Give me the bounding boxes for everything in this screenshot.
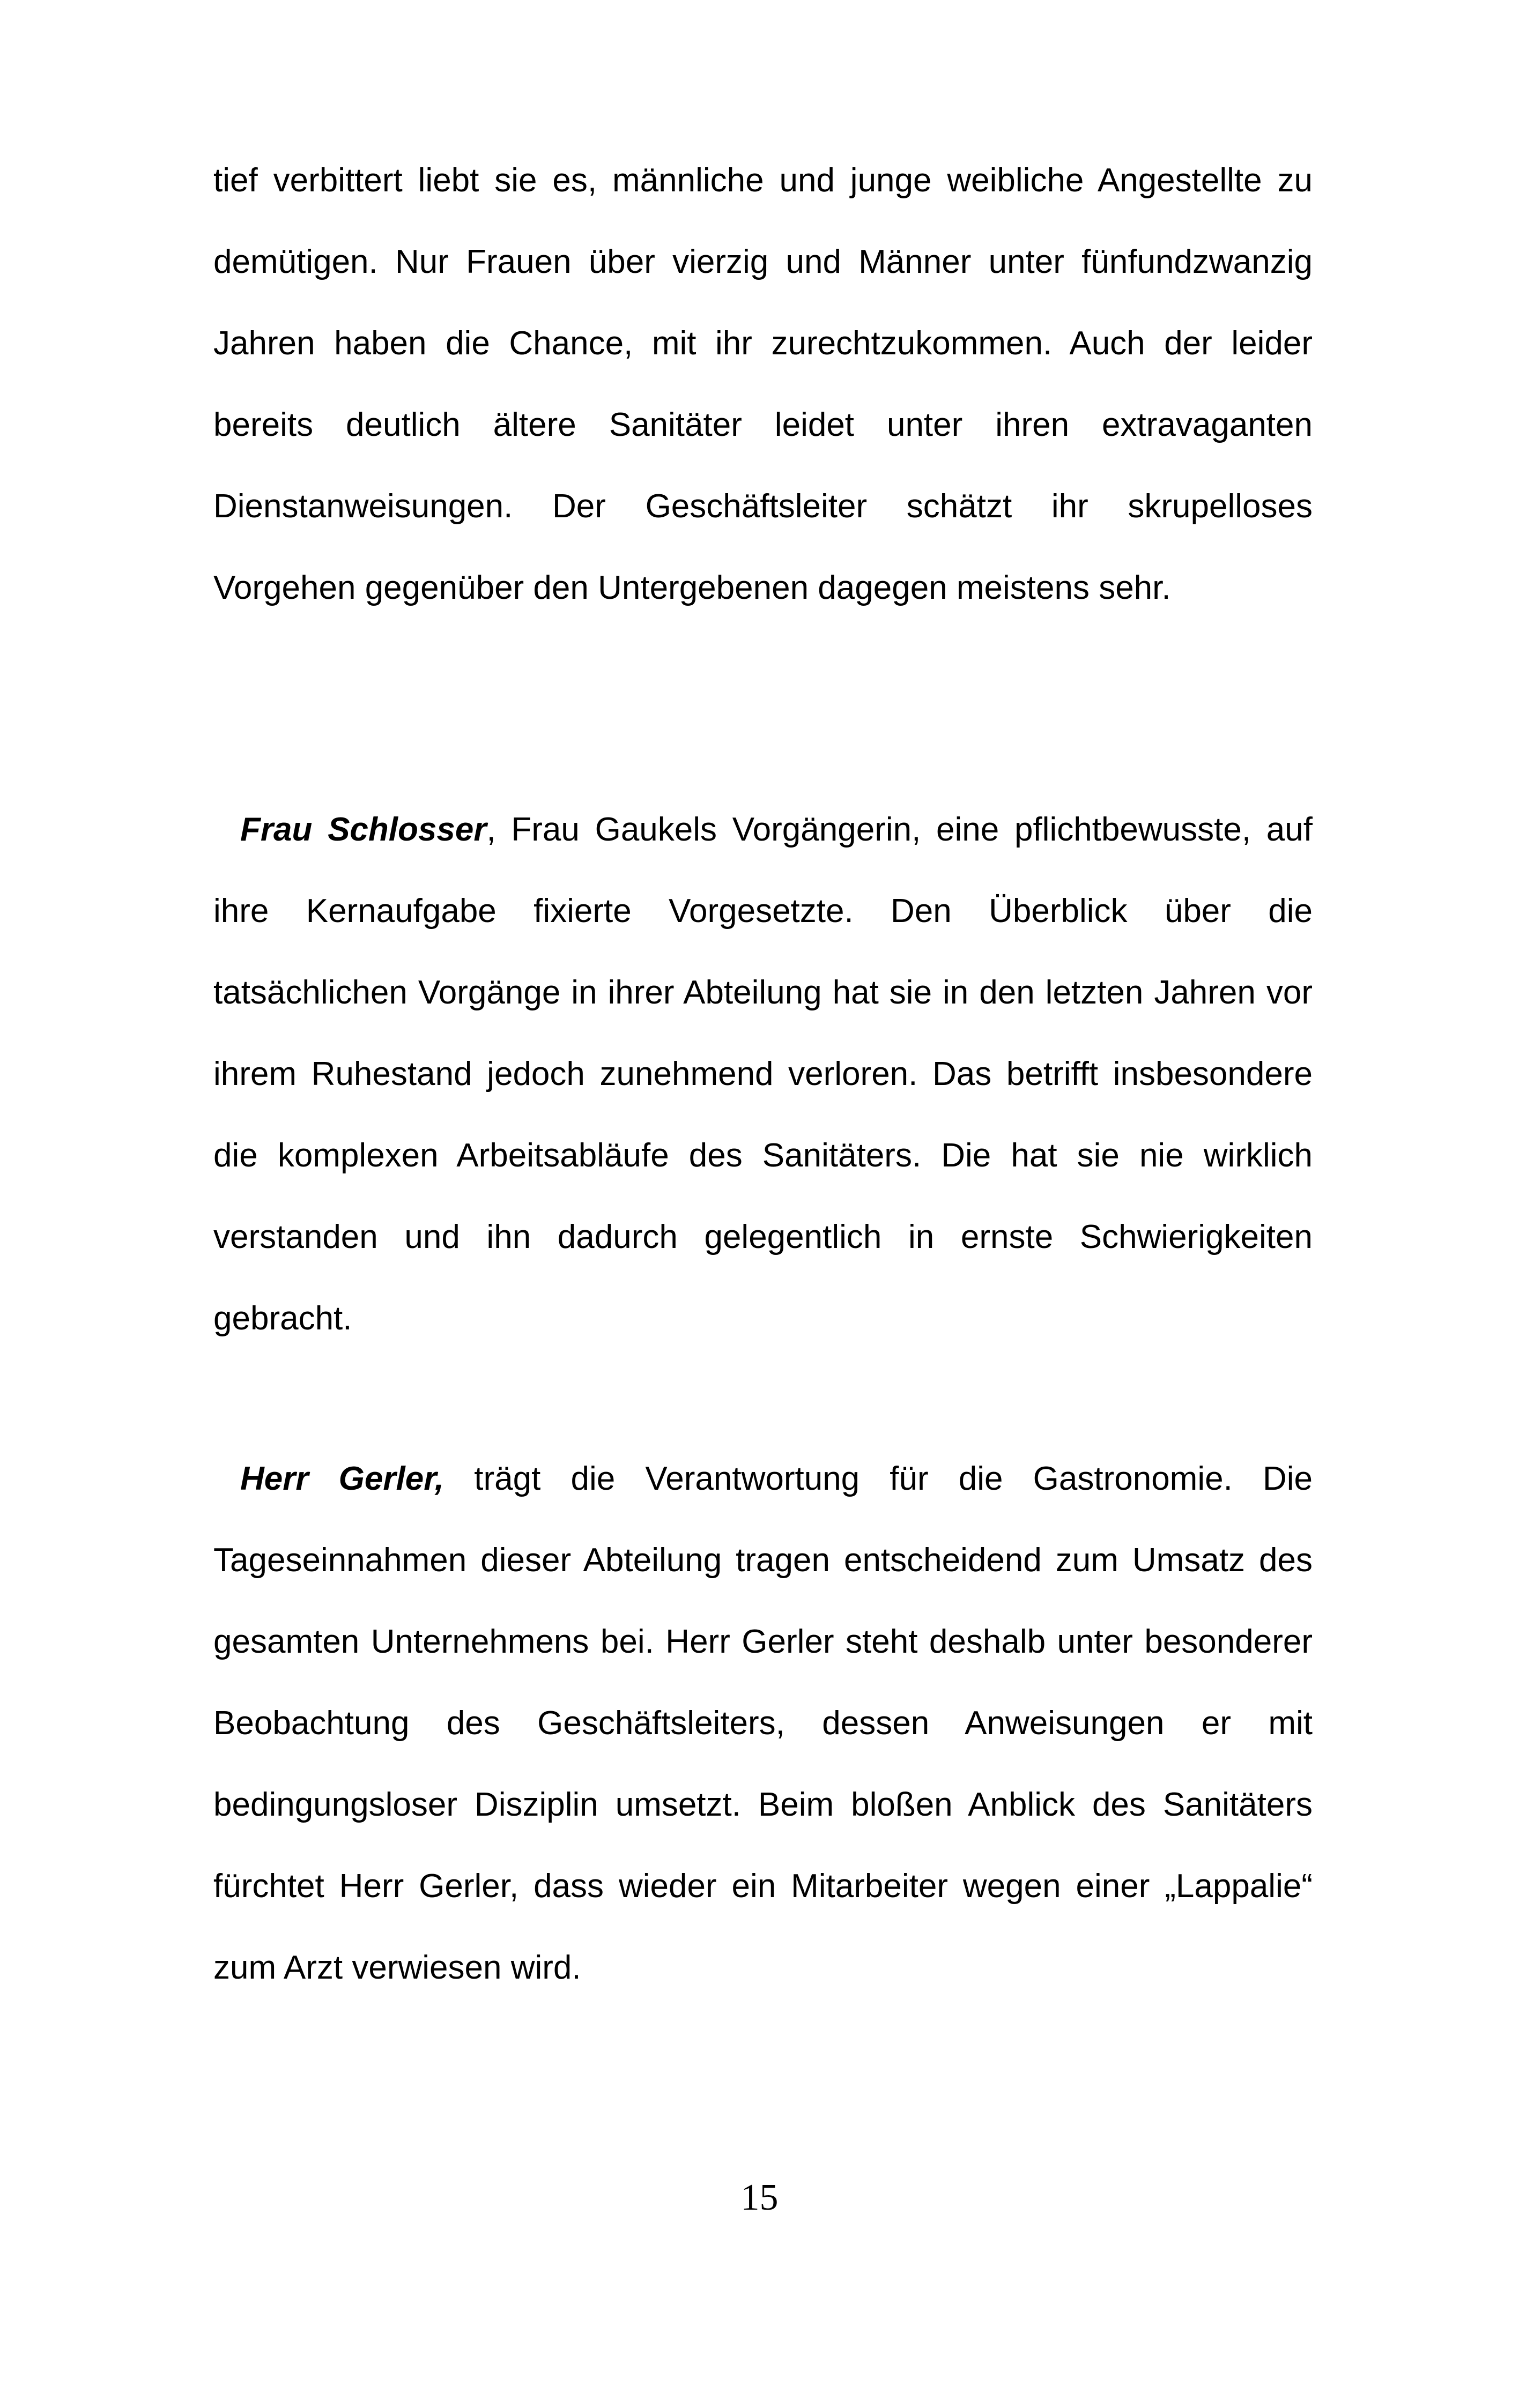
paragraph-frau-schlosser [213,789,1313,1359]
paragraph-3-text: trägt die Verantwortung für die Gastronomie. Die Tageseinnahmen dieser Abteilung tragen entscheidend zum Umsatz des gesamten Unternehmens bei. Herr Gerler steht deshalb unter besonderer Beobachtung des Geschäftsleiters, dessen Anweisungen er mit bedingungsloser Disziplin umsetzt. Beim bloßen Anblick des Sanitäters fürchtet Herr Gerler, dass wieder ein Mitarbeiter wegen einer „Lappalie“ zum Arzt verwiesen wird. [213,1460,1313,1986]
page-number: 15 [740,2177,779,2218]
character-name-suffix: , [486,811,496,848]
paragraph-1-text: tief verbittert liebt sie es, männliche und junge weibliche Angestellte zu demütigen. Nur Frauen über vierzig und Männer unter fünfundzwanzig Jahren haben die Chance, mit ihr zurechtzukommen. Auch der leider bereits deutlich ältere Sanitäter leidet unter ihren extravaganten Dienstanweisungen. Der Geschäftsleiter schätzt ihr skrupelloses Vorgehen gegenüber den Untergebenen dagegen meistens sehr. [213,162,1313,606]
paragraph-2-text: Frau Gaukels Vorgängerin, eine pflichtbewusste, auf ihre Kernaufgabe fixierte Vorgesetzte. Den Überblick über die tatsächlichen Vorgänge in ihrer Abteilung hat sie in den letzten Jahren vor ihrem Ruhestand jedoch zunehmend verloren. Das betrifft insbesondere die komplexen Arbeitsabläufe des Sanitäters. Die hat sie nie wirklich verstanden und ihn dadurch gelegentlich in ernste Schwierigkeiten gebracht. [213,811,1313,1337]
character-name-frau-schlosser: Frau Schlosser [240,811,487,848]
character-name-herr-gerler: Herr Gerler, [240,1460,444,1497]
paragraph-1 [213,140,1313,629]
paragraph-herr-gerler [213,1438,1313,2009]
